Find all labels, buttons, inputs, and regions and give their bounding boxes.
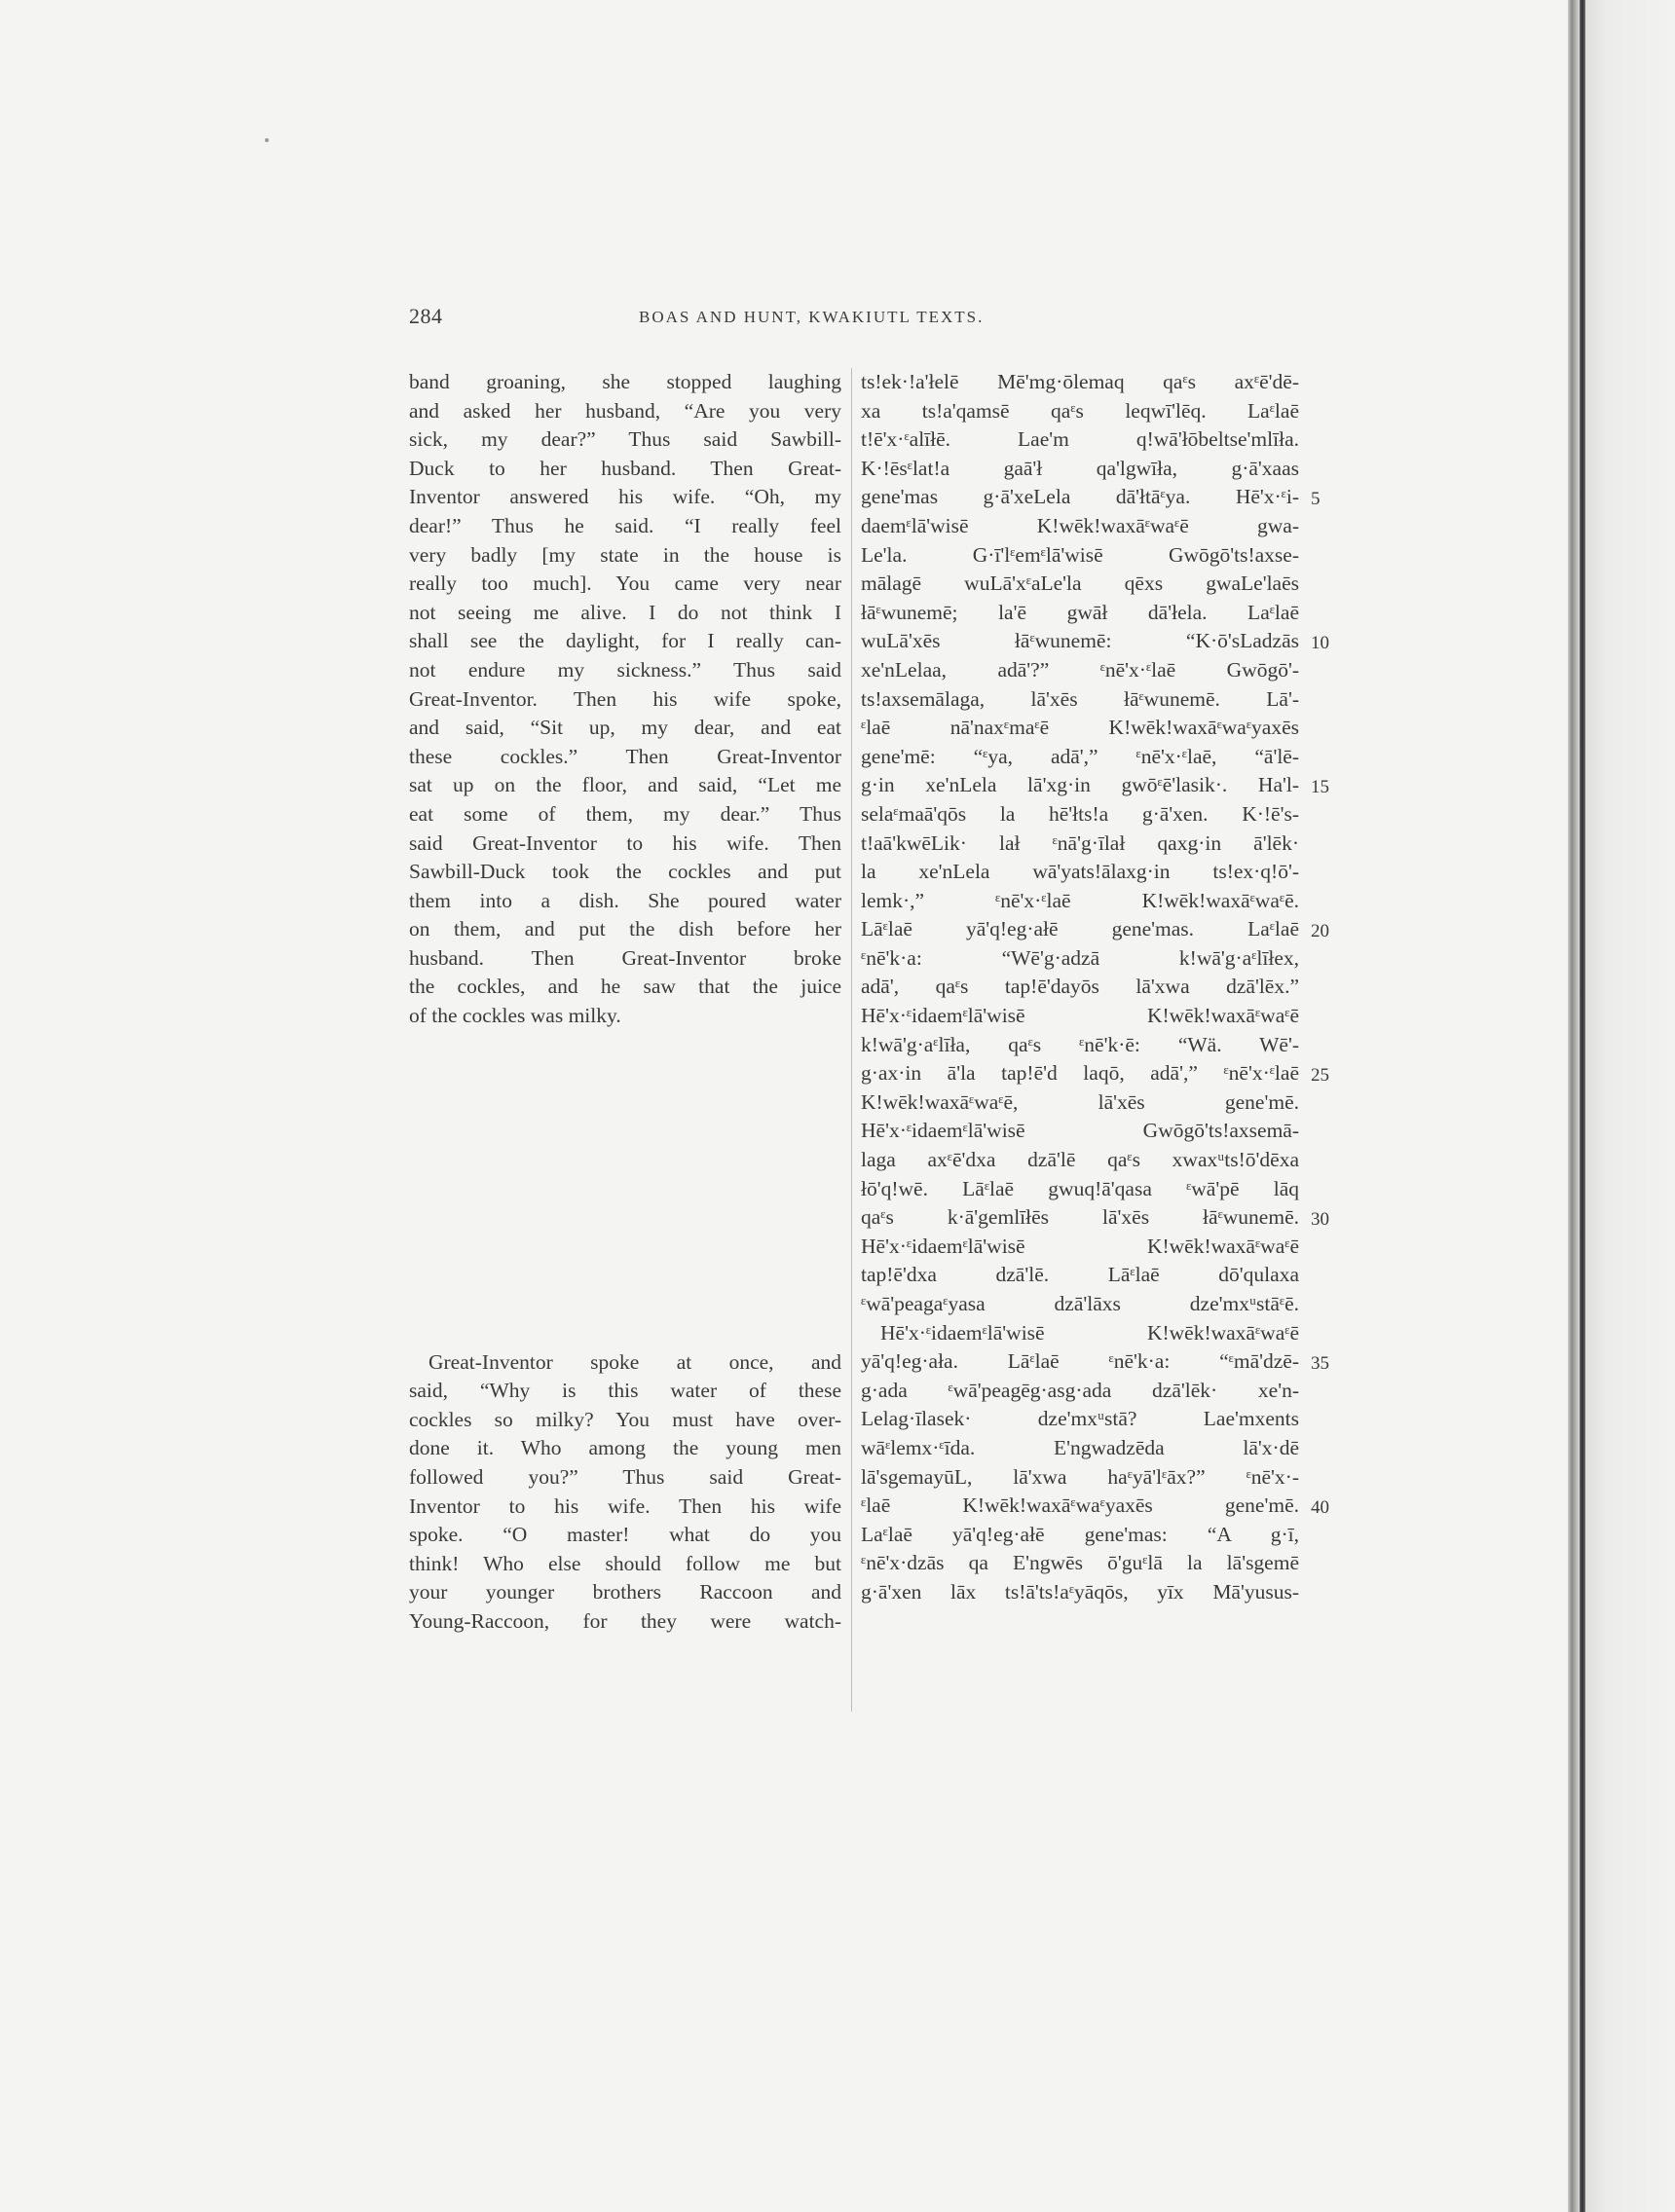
text-line: daemᵋlā'wisē K!wēk!waxāᵋwaᵋē gwa- [861,513,1299,537]
text-line: these cockles.” Then Great-Inventor [409,744,841,768]
text-line: dear!” Thus he said. “I really feel [409,513,841,537]
text-line: sat up on the floor, and said, “Let me [409,773,841,797]
text-line: and said, “Sit up, my dear, and eat [409,716,841,740]
text-line: really too much]. You came very near [409,571,841,596]
text-line: your younger brothers Raccoon and [409,1580,841,1604]
text-line: very badly [my state in the house is [409,542,841,567]
text-line: ᵋnē'k·a: “Wē'g·adzā k!wā'g·aᵋlīłex, [861,945,1299,970]
text-line: selaᵋmaā'qōs la hē'łts!a g·ā'xen. K·!ē's- [861,801,1299,826]
text-line: Lāᵋlaē yā'q!eg·ałē gene'mas. Laᵋlaē [861,917,1299,941]
line-number: 10 [1311,633,1329,654]
text-line: mālagē wuLā'xᵋaLe'la qēxs gwaLe'laēs [861,571,1299,596]
line-number: 5 [1311,489,1321,510]
text-line: ᵋwā'peagaᵋyasa dzā'lāxs dze'mxᵘstāᵋē. [861,1292,1299,1315]
text-line: g·ada ᵋwā'peagēg·asg·ada dzā'lēk· xe'n- [861,1378,1299,1402]
text-line: K·!ēsᵋlat!a gaā'ł qa'lgwīła, g·ā'xaas [861,456,1299,480]
line-number: 35 [1311,1353,1329,1375]
text-line: laga axᵋē'dxa dzā'lē qaᵋs xwaxᵘts!ō'dēxa [861,1148,1299,1172]
text-line: łāᵋwunemē; la'ē gwāł dā'łela. Laᵋlaē [861,600,1299,624]
text-line: ᵋnē'x·dzās qa E'ngwēs ō'guᵋlā la lā'sgemē [861,1551,1299,1575]
text-line: Hē'x·ᵋidaemᵋlā'wisē K!wēk!waxāᵋwaᵋē [861,1234,1299,1258]
text-line: not endure my sickness.” Thus said [409,657,841,682]
text-line: g·in xe'nLela lā'xg·in gwōᵋē'lasik·. Ha'l- [861,773,1299,797]
english-translation-column [409,368,841,1637]
text-line: husband. Then Great-Inventor broke [409,945,841,970]
text-line: Lelag·īlasek· dze'mxᵘstā? Lae'mxents [861,1407,1299,1431]
text-line: g·ā'xen lāx ts!ā'ts!aᵋyāqōs, yīx Mā'yusus- [861,1579,1299,1604]
text-line: eat some of them, my dear.” Thus [409,801,841,826]
text-line: tap!ē'dxa dzā'lē. Lāᵋlaē dō'qulaxa [861,1263,1299,1287]
paper-speck [265,138,269,142]
page-header [409,304,1305,333]
text-line: said, “Why is this water of these [409,1379,841,1403]
text-line: shall see the daylight, for I really can- [409,629,841,653]
text-line: lā'sgemayūL, lā'xwa haᵋyā'lᵋāx?” ᵋnē'x·- [861,1464,1299,1489]
paragraph-gap [409,1031,841,1348]
text-line: followed you?” Thus said Great- [409,1465,841,1490]
text-line: them into a dish. She poured water [409,888,841,912]
text-line: Hē'x·ᵋidaemᵋlā'wisē K!wēk!waxāᵋwaᵋē [880,1320,1299,1345]
text-line: gene'mē: “ᵋya, adā',” ᵋnē'x·ᵋlaē, “ā'lē- [861,744,1299,768]
page-number: 284 [409,304,443,328]
text-line: wāᵋlemx·ᵋīda. E'ngwadzēda lā'x·dē [861,1435,1299,1459]
text-line: on them, and put the dish before her [409,917,841,941]
text-line: ts!ek·!a'łelē Mē'mg·ōlemaq qaᵋs axᵋē'dē- [861,370,1299,393]
text-line: g·ax·in ā'la tap!ē'd laqō, adā',” ᵋnē'x·ᵋlaē [861,1061,1299,1086]
text-line: wuLā'xēs łāᵋwunemē: “K·ō'sLadzās [861,629,1299,653]
text-line: Young-Raccoon, for they were watch- [409,1609,841,1633]
line-number: 15 [1311,777,1329,798]
text-line: Inventor to his wife. Then his wife [409,1493,841,1518]
text-line: cockles so milky? You must have over- [409,1407,841,1431]
text-line: the cockles, and he saw that the juice [409,975,841,999]
line-number: 40 [1311,1497,1329,1519]
text-line: ᵋlaē nā'naxᵋmaᵋē K!wēk!waxāᵋwaᵋyaxēs [861,716,1299,740]
text-line: Le'la. G·ī'lᵋemᵋlā'wisē Gwōgō'ts!axse- [861,542,1299,567]
text-line: of the cockles was milky. [409,1004,621,1028]
text-line: yā'q!eg·ała. Lāᵋlaē ᵋnē'k·a: “ᵋmā'dzē- [861,1349,1299,1374]
text-line: think! Who else should follow me but [409,1551,841,1575]
text-line: Laᵋlaē yā'q!eg·ałē gene'mas: “A g·ī, [861,1522,1299,1546]
text-line: gene'mas g·ā'xeLela dā'łtāᵋya. Hē'x·ᵋi- [861,485,1299,509]
text-line: sick, my dear?” Thus said Sawbill- [409,427,841,452]
text-line: spoke. “O master! what do you [409,1523,841,1547]
text-line: Duck to her husband. Then Great- [409,456,841,480]
line-number: 25 [1311,1065,1329,1087]
text-line: t!ē'x·ᵋalīłē. Lae'm q!wā'łōbeltse'mlīła. [861,427,1299,452]
text-line: Sawbill-Duck took the cockles and put [409,860,841,884]
text-line: ts!axsemālaga, lā'xēs łāᵋwunemē. Lā'- [861,686,1299,711]
column-divider [851,368,852,1712]
line-number: 20 [1311,921,1329,942]
kwakiutl-text-column [861,368,1299,1607]
running-title: BOAS AND HUNT, KWAKIUTL TEXTS. [639,308,985,326]
text-line: Hē'x·ᵋidaemᵋlā'wisē Gwōgō'ts!axsemā- [861,1119,1299,1143]
text-line: Great-Inventor spoke at once, and [428,1349,841,1374]
text-line: K!wēk!waxāᵋwaᵋē, lā'xēs gene'mē. [861,1089,1299,1114]
text-line: lemk·,” ᵋnē'x·ᵋlaē K!wēk!waxāᵋwaᵋē. [861,888,1299,912]
text-line: and asked her husband, “Are you very [409,398,841,423]
line-number: 30 [1311,1209,1329,1231]
text-line: Great-Inventor. Then his wife spoke, [409,686,841,711]
text-line: adā', qaᵋs tap!ē'dayōs lā'xwa dzā'lēx.” [861,975,1299,999]
text-line: Inventor answered his wife. “Oh, my [409,485,841,509]
text-line: Hē'x·ᵋidaemᵋlā'wisē K!wēk!waxāᵋwaᵋē [861,1004,1299,1028]
text-line: not seeing me alive. I do not think I [409,600,841,624]
text-line: łō'q!wē. Lāᵋlaē gwuq!ā'qasa ᵋwā'pē lāq [861,1176,1299,1200]
text-line: done it. Who among the young men [409,1436,841,1460]
page-binding-shadow [1580,0,1585,2212]
text-line: xa ts!a'qamsē qaᵋs leqwī'lēq. Laᵋlaē [861,398,1299,423]
text-line: band groaning, she stopped laughing [409,370,841,393]
text-line: t!aā'kwēLik· lał ᵋnā'g·īlał qaxg·in ā'lēk· [861,830,1299,855]
text-line: ᵋlaē K!wēk!waxāᵋwaᵋyaxēs gene'mē. [861,1493,1299,1518]
text-line: k!wā'g·aᵋlīła, qaᵋs ᵋnē'k·ē: “Wä. Wē'- [861,1032,1299,1056]
text-line: qaᵋs k·ā'gemlīłēs lā'xēs łāᵋwunemē. [861,1205,1299,1230]
text-line: said Great-Inventor to his wife. Then [409,830,841,855]
text-line: la xe'nLela wā'yats!ālaxg·in ts!ex·q!ō'- [861,860,1299,884]
text-line: xe'nLelaa, adā'?” ᵋnē'x·ᵋlaē Gwōgō'- [861,657,1299,682]
